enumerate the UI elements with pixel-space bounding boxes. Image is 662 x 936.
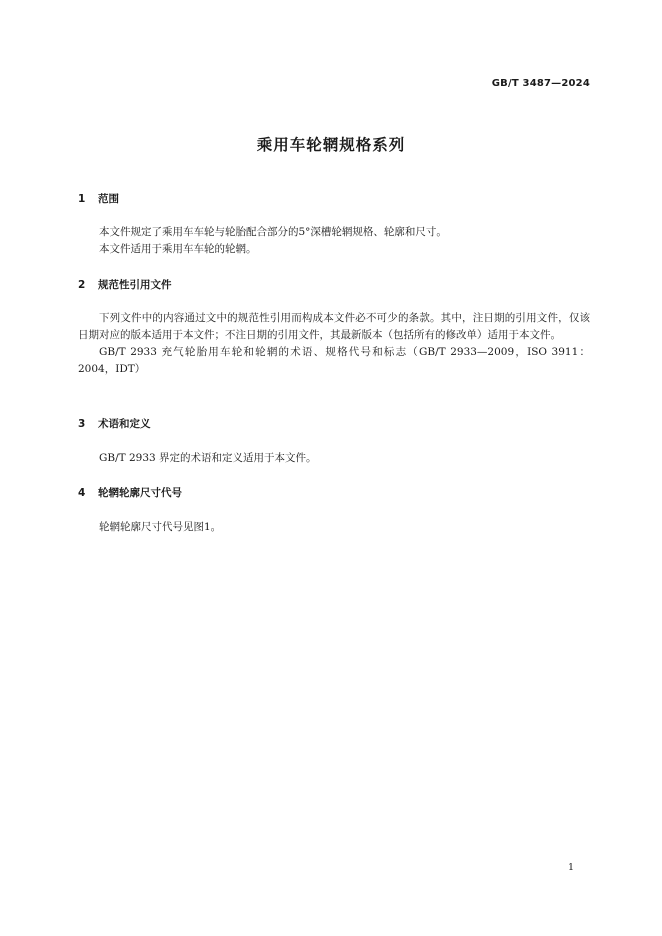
paragraph: 本文件适用于乘用车车轮的轮辋。 — [99, 243, 257, 255]
page-number: 1 — [567, 862, 574, 873]
section-number: 1 — [78, 193, 86, 205]
section-number: 2 — [78, 279, 86, 291]
section-heading — [78, 191, 590, 207]
paragraph: 下列文件中的内容通过文中的规范性引用而构成本文件必不可少的条款。其中，注日期的引用文件，仅该日期对应的版本适用于本文件；不注日期的引用文件，其最新版本（包括所有的修改单）适用于本文件。 — [78, 312, 590, 341]
paragraph: GB/T 2933 界定的术语和定义适用于本文件。 — [99, 452, 317, 464]
section-title: 范围 — [98, 193, 119, 205]
section-scope — [78, 191, 590, 258]
section-number: 4 — [78, 487, 86, 499]
section-heading — [78, 277, 590, 293]
section-normative-references — [78, 277, 590, 378]
section-title: 术语和定义 — [98, 418, 151, 430]
section-number: 3 — [78, 418, 86, 430]
document-title: 乘用车轮辋规格系列 — [256, 136, 406, 154]
section-rim-contour-codes — [78, 485, 590, 536]
section-heading — [78, 416, 590, 432]
paragraph: 本文件规定了乘用车车轮与轮胎配合部分的5°深槽轮辋规格、轮廓和尺寸。 — [99, 226, 447, 238]
paragraph: 轮辋轮廓尺寸代号见图1。 — [99, 521, 222, 533]
section-title: 轮辋轮廓尺寸代号 — [98, 487, 182, 499]
section-heading — [78, 485, 590, 501]
section-terms-definitions — [78, 416, 590, 467]
section-title: 规范性引用文件 — [98, 279, 172, 291]
standard-code: GB/T 3487—2024 — [491, 78, 590, 89]
paragraph: GB/T 2933 充气轮胎用车轮和轮辋的术语、规格代号和标志（GB/T 2933—2009，ISO 3911：2004，IDT） — [78, 346, 590, 375]
